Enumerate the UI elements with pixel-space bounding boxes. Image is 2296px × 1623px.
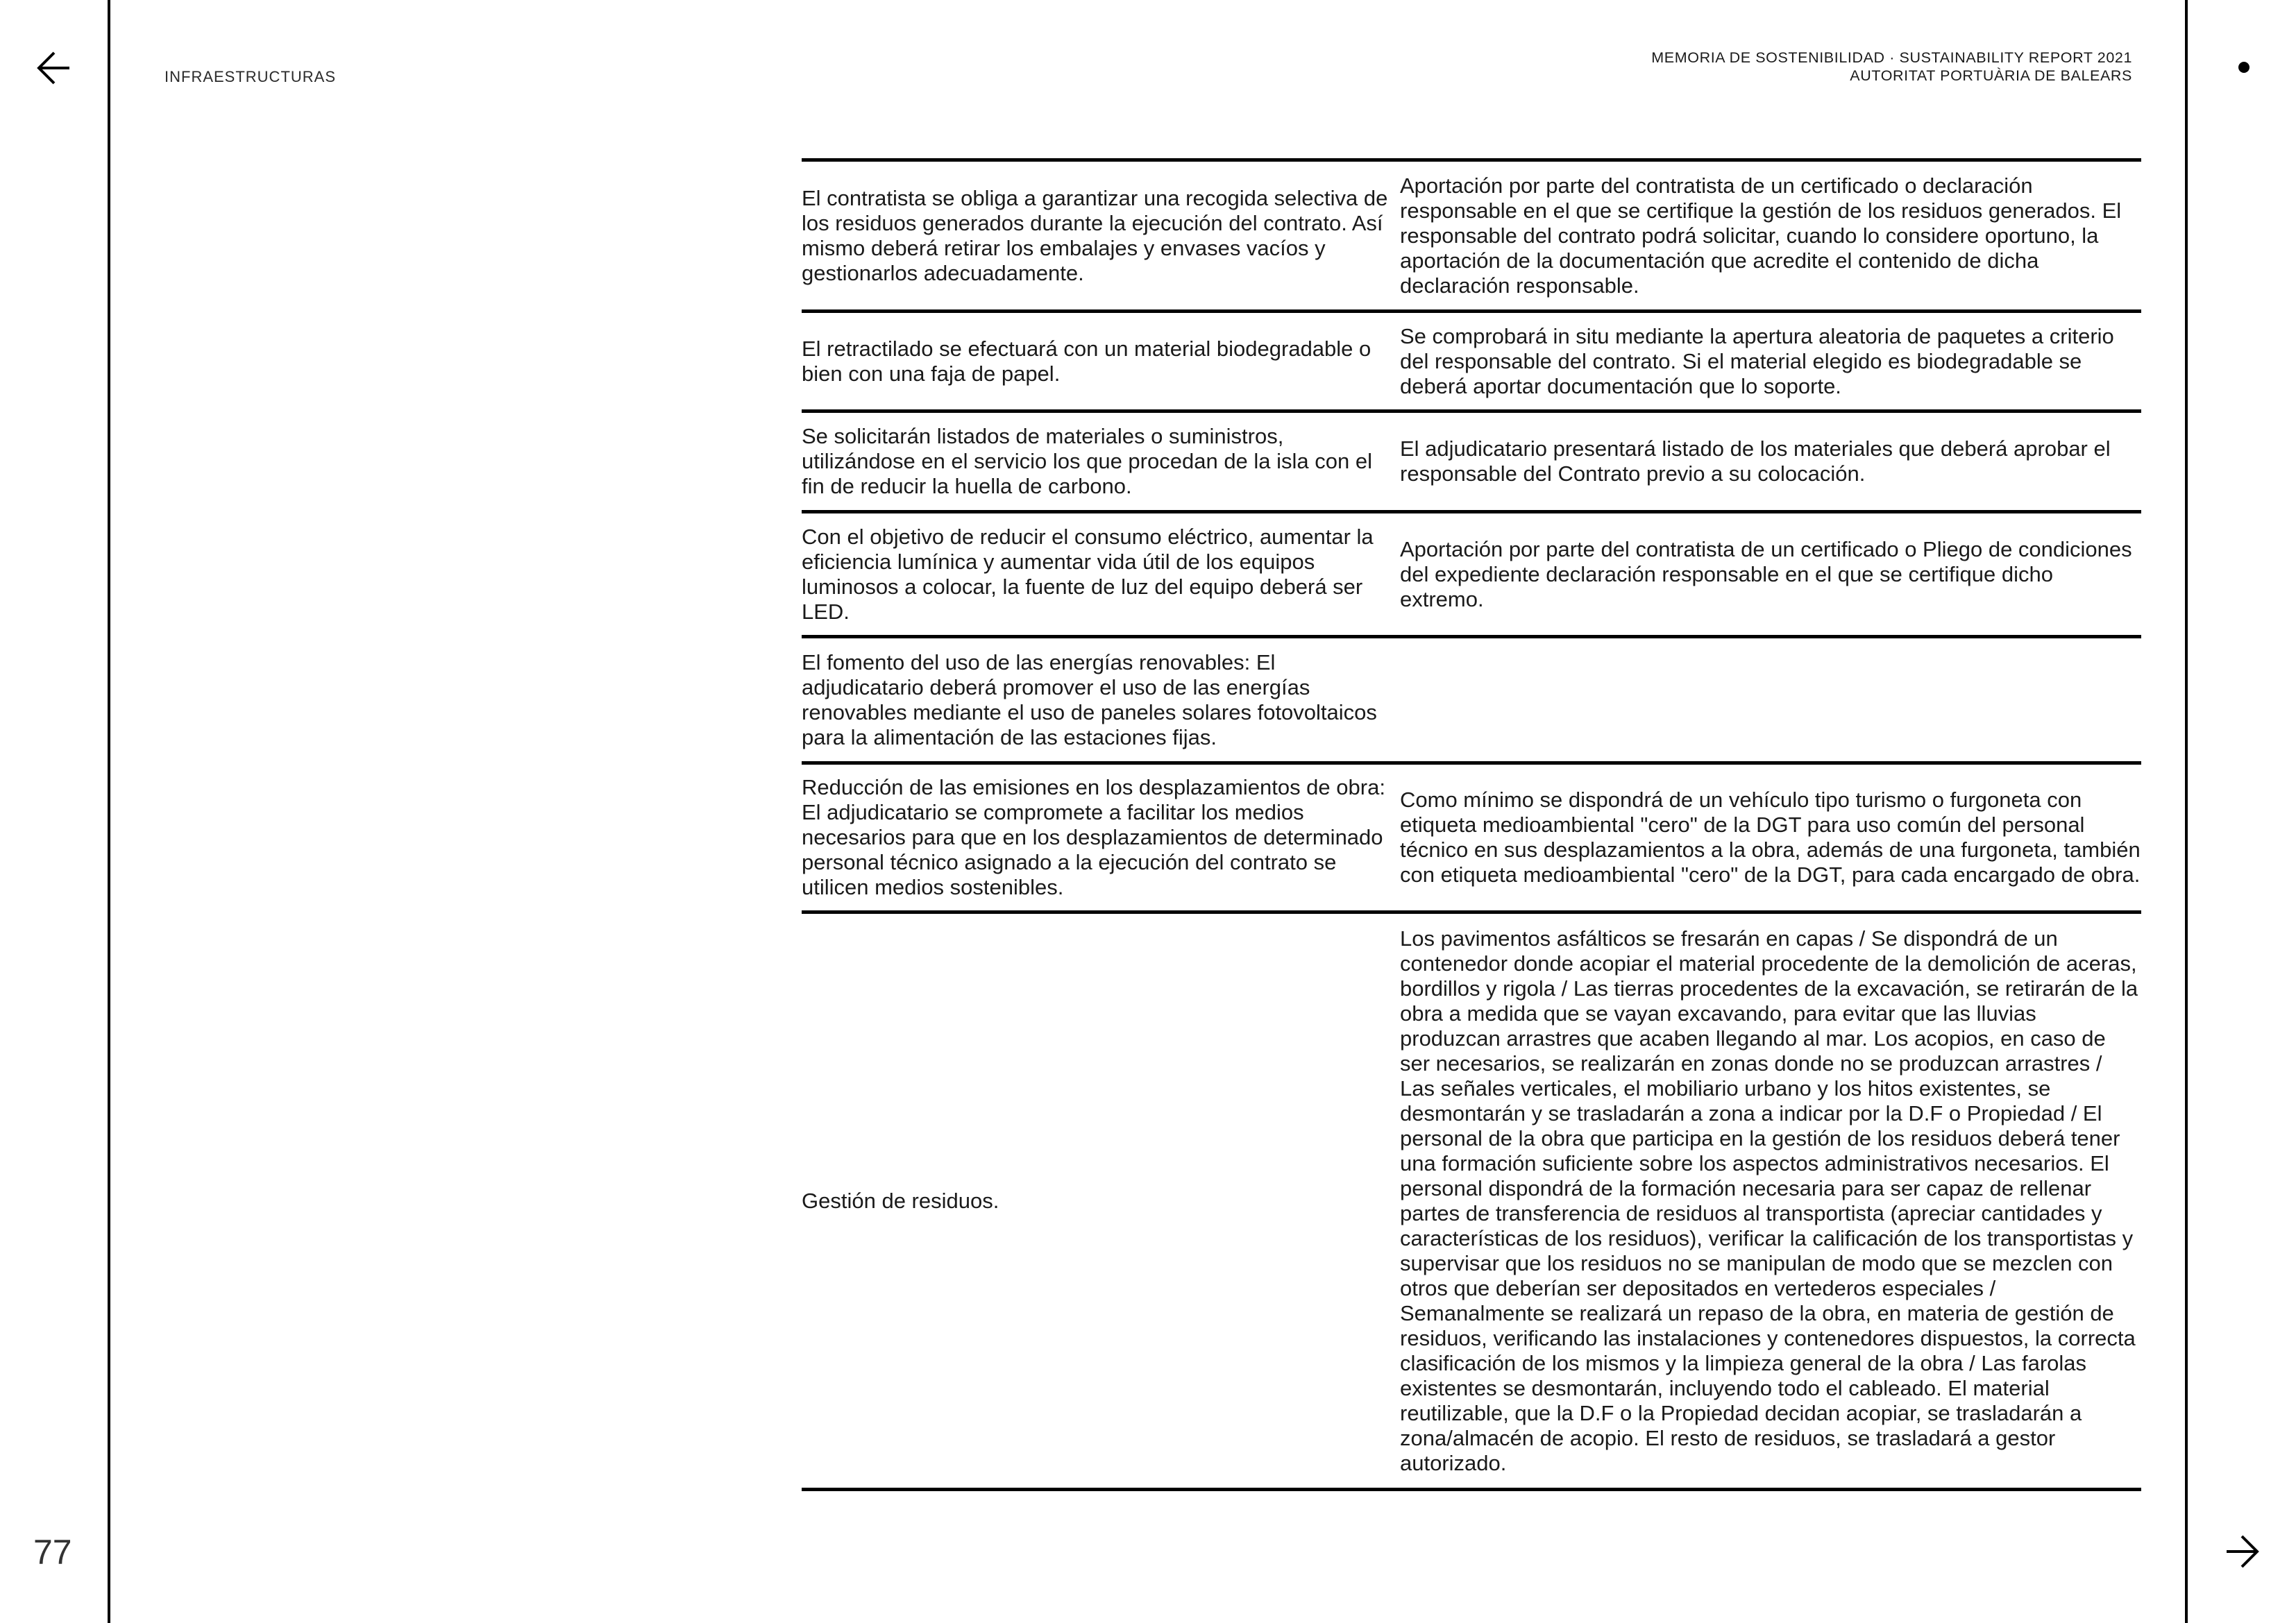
- table-row: [802, 162, 2141, 313]
- left-margin-divider: [108, 0, 110, 1623]
- report-header: [1651, 49, 2132, 85]
- report-title: MEMORIA DE SOSTENIBILIDAD · SUSTAINABILITY REPORT 2021: [1651, 49, 2132, 66]
- table-row: [802, 914, 2141, 1491]
- page-number: 77: [33, 1533, 72, 1572]
- previous-page-button[interactable]: [35, 49, 74, 87]
- table-row: [802, 413, 2141, 513]
- arrow-right-icon: [2222, 1532, 2261, 1571]
- right-margin-divider: [2185, 0, 2188, 1623]
- table-row: [802, 638, 2141, 765]
- table-row: [802, 765, 2141, 914]
- measure-cell: Gestión de residuos.: [802, 1188, 999, 1213]
- measure-cell: El contratista se obliga a garantizar una recogida selectiva de los residuos generados durante la ejecución del contrato. Así mismo deberá retirar los embalajes y envases vacíos y gestionarlos adecuadamente.: [802, 185, 1388, 285]
- dot-icon: [2238, 62, 2249, 73]
- table-row: [802, 313, 2141, 413]
- verification-cell: Los pavimentos asfálticos se fresarán en capas / Se dispondrá de un contenedor donde acopiar el material procedente de la demolición de aceras, bordillos y rigola / Las tierras procedentes de la excavación, se retirarán de la obra a medida que se vayan excavando, para evitar que las lluvias produzcan arrastres que acaben llegando al mar. Los acopios, en caso de ser necesarios, se realizarán en zonas donde no se produzcan arrastres / Las señales verticales, el mobiliario urbano y los hitos existentes, se desmontarán y se trasladarán a zona a indicar por la D.F o Propiedad / El personal de la obra que participa en la gestión de los residuos deberá tener una formación suficiente sobre los aspectos administrativos necesarios. El personal dispondrá de la formación necesaria para ser capaz de rellenar partes de transferencia de residuos al transportista (apreciar cantidades y características de los residuos), verificar la calificación de los transportistas y supervisar que los residuos no se manipulan de modo que se mezclen con otros que deberían ser depositados en vertederos especiales / Semanalmente se realizará un repaso de la obra, en materia de gestión de residuos, verificando las instalaciones y contenedores dispuestos, la correcta clasificación de los mismos y la limpieza general de la obra / Las farolas existentes se desmontarán, incluyendo todo el cableado. El material reutilizable, que la D.F o la Propiedad decidan acopiar, se trasladarán a zona/almacén de acopio. El resto de residuos, se trasladará a gestor autorizado.: [1400, 926, 2138, 1475]
- verification-cell: Aportación por parte del contratista de un certificado o Pliego de condiciones del expediente declaración responsable en el que se certifique dicho extremo.: [1400, 536, 2132, 611]
- verification-cell: Se comprobará in situ mediante la apertura aleatoria de paquetes a criterio del responsable del contrato. Si el material elegido es biodegradable se deberá aportar documentación que lo soporte.: [1400, 323, 2114, 398]
- measures-table: [802, 158, 2141, 1491]
- next-page-button[interactable]: [2222, 1532, 2261, 1571]
- verification-cell: Aportación por parte del contratista de un certificado o declaración responsable en el que se certifique la gestión de los residuos generados. El responsable del contrato podrá solicitar, cuando lo considere oportuno, la aportación de la documentación que acredite el contenido de dicha declaración responsable.: [1400, 173, 2122, 298]
- verification-cell: Como mínimo se dispondrá de un vehículo tipo turismo o furgoneta con etiqueta medioambiental "cero" de la DGT para uso común del personal técnico en sus desplazamientos a la obra, además de una furgoneta, también con etiqueta medioambiental "cero" de la DGT, para cada encargado de obra.: [1400, 788, 2141, 887]
- measure-cell: Con el objetivo de reducir el consumo eléctrico, aumentar la eficiencia lumínica y aumentar vida útil de los equipos luminosos a colocar, la fuente de luz del equipo deberá ser LED.: [802, 524, 1374, 624]
- measure-cell: El retractilado se efectuará con un material biodegradable o bien con una faja de papel.: [802, 336, 1371, 386]
- organization-name: AUTORITAT PORTUÀRIA DE BALEARS: [1850, 67, 2132, 84]
- measure-cell: Se solicitarán listados de materiales o suministros, utilizándose en el servicio los que procedan de la isla con el fin de reducir la huella de carbono.: [802, 424, 1372, 498]
- arrow-left-icon: [35, 49, 74, 87]
- verification-cell: El adjudicatario presentará listado de los materiales que deberá aprobar el responsable del Contrato previo a su colocación.: [1400, 436, 2111, 486]
- section-label: INFRAESTRUCTURAS: [164, 68, 337, 85]
- verification-cell: [1400, 638, 2141, 761]
- measure-cell: Reducción de las emisiones en los desplazamientos de obra: El adjudicatario se compromete a facilitar los medios necesarios para que en los desplazamientos de determinado personal técnico asignado a la ejecución del contrato se utilicen medios sostenibles.: [802, 775, 1385, 899]
- table-row: [802, 513, 2141, 638]
- measure-cell: El fomento del uso de las energías renovables: El adjudicatario deberá promover el uso de las energías renovables mediante el uso de paneles solares fotovoltaicos para la alimentación de las estaciones fijas.: [802, 649, 1377, 749]
